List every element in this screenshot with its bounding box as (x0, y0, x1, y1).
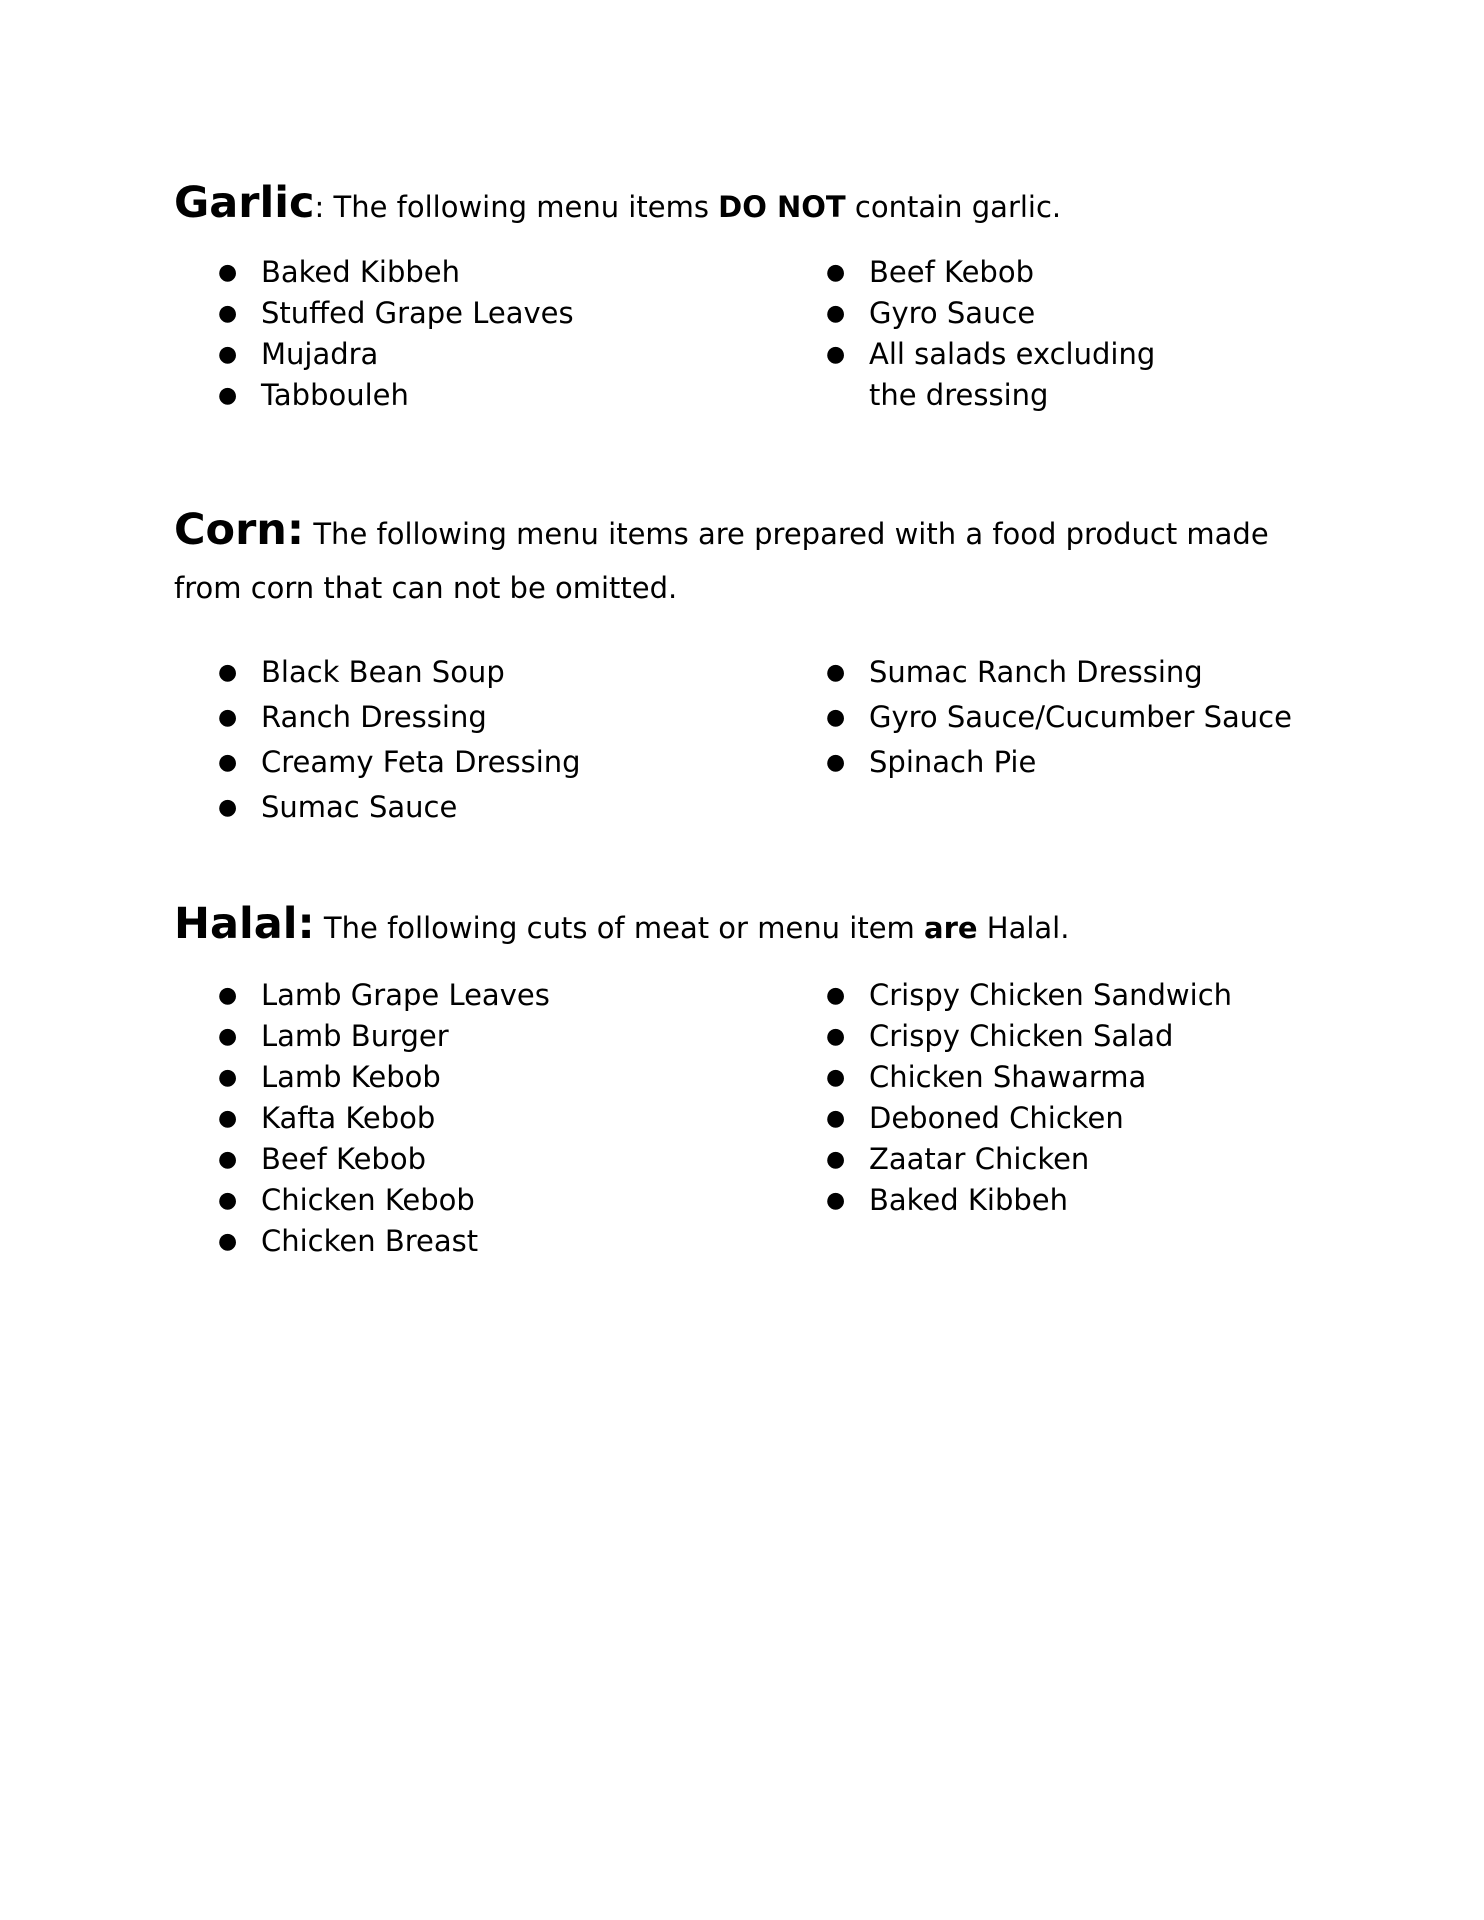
list-item (174, 1098, 734, 1139)
list-item-text: Baked Kibbeh (869, 1183, 1069, 1217)
list-item (782, 252, 1262, 293)
list-item (174, 650, 734, 695)
list-item-text: Chicken Shawarma (869, 1060, 1147, 1094)
list-item (174, 1016, 734, 1057)
bullet-icon: ● (218, 983, 238, 1008)
bullet-icon: ● (218, 1065, 238, 1090)
list-item (782, 975, 1382, 1016)
list-item-text: Lamb Burger (261, 1019, 449, 1053)
list-item-text: Zaatar Chicken (869, 1142, 1090, 1176)
list-item-text: Chicken Kebob (261, 1183, 475, 1217)
garlic-list-left (174, 252, 734, 416)
list-item-text: Chicken Breast (261, 1224, 479, 1258)
list-item (782, 650, 1382, 695)
list-item (174, 252, 734, 293)
halal-heading: Halal: (174, 899, 315, 949)
garlic-heading: Garlic (174, 178, 315, 228)
list-item (174, 975, 734, 1016)
bullet-icon: ● (826, 1188, 846, 1213)
list-item (174, 1221, 734, 1262)
list-item (782, 1098, 1382, 1139)
list-item-text: Kafta Kebob (261, 1101, 436, 1135)
list-item-text: Sumac Ranch Dressing (869, 655, 1203, 689)
list-item (174, 1139, 734, 1180)
corn-list-left (174, 650, 734, 830)
halal-intro-text: The following cuts of meat or menu item (314, 911, 925, 945)
list-item-text: Beef Kebob (261, 1142, 426, 1176)
list-item-text: Lamb Grape Leaves (261, 978, 550, 1012)
list-item-text: Sumac Sauce (261, 790, 458, 824)
list-item (174, 334, 734, 375)
list-item-text: Crispy Chicken Sandwich (869, 978, 1233, 1012)
list-item-text: Gyro Sauce (869, 296, 1036, 330)
garlic-intro-text: : The following menu items (314, 190, 719, 224)
bullet-icon: ● (218, 1147, 238, 1172)
garlic-intro (174, 176, 1324, 234)
garlic-list-right (782, 252, 1262, 416)
bullet-icon: ● (218, 1188, 238, 1213)
bullet-icon: ● (218, 260, 238, 285)
list-item-text: Crispy Chicken Salad (869, 1019, 1174, 1053)
bullet-icon: ● (826, 1106, 846, 1131)
list-item-text: Ranch Dressing (261, 700, 487, 734)
list-item-text: Spinach Pie (869, 745, 1037, 779)
list-item (782, 1139, 1382, 1180)
halal-intro-text-end: Halal. (977, 911, 1070, 945)
bullet-icon: ● (826, 750, 846, 775)
list-item-text: Gyro Sauce/Cucumber Sauce (869, 700, 1292, 734)
bullet-icon: ● (218, 1106, 238, 1131)
bullet-icon: ● (826, 705, 846, 730)
list-item-text: Stuffed Grape Leaves (261, 296, 574, 330)
list-item (174, 293, 734, 334)
halal-intro-emphasis: are (924, 911, 978, 945)
halal-list-left (174, 975, 734, 1262)
bullet-icon: ● (826, 301, 846, 326)
list-item-text: Deboned Chicken (869, 1101, 1124, 1135)
halal-intro (174, 897, 1324, 955)
garlic-intro-text-end: contain garlic. (845, 190, 1062, 224)
bullet-icon: ● (218, 705, 238, 730)
list-item (782, 293, 1262, 334)
bullet-icon: ● (826, 260, 846, 285)
list-item (174, 375, 734, 416)
list-item (174, 740, 734, 785)
bullet-icon: ● (826, 1147, 846, 1172)
bullet-icon: ● (218, 301, 238, 326)
corn-intro-text: The following menu items are prepared with a food product made from corn that can not be omitted. (174, 517, 1269, 605)
list-item-text: Creamy Feta Dressing (261, 745, 581, 779)
list-item (782, 1180, 1382, 1221)
bullet-icon: ● (218, 1024, 238, 1049)
bullet-icon: ● (218, 795, 238, 820)
bullet-icon: ● (826, 660, 846, 685)
bullet-icon: ● (218, 1229, 238, 1254)
garlic-intro-emphasis: DO NOT (718, 190, 846, 224)
bullet-icon: ● (218, 750, 238, 775)
list-item (782, 740, 1382, 785)
list-item-text: Lamb Kebob (261, 1060, 441, 1094)
list-item-text: All salads excluding the dressing (869, 337, 1156, 412)
list-item-text: Tabbouleh (261, 378, 409, 412)
corn-list-right (782, 650, 1382, 785)
list-item (782, 695, 1382, 740)
list-item (174, 1057, 734, 1098)
list-item (782, 1057, 1382, 1098)
corn-intro (174, 503, 1324, 615)
bullet-icon: ● (826, 983, 846, 1008)
bullet-icon: ● (826, 1065, 846, 1090)
list-item (782, 1016, 1382, 1057)
list-item (174, 785, 734, 830)
bullet-icon: ● (218, 342, 238, 367)
list-item (174, 695, 734, 740)
list-item-text: Mujadra (261, 337, 379, 371)
list-item (174, 1180, 734, 1221)
corn-heading: Corn: (174, 505, 305, 555)
bullet-icon: ● (218, 383, 238, 408)
list-item-text: Black Bean Soup (261, 655, 505, 689)
list-item-text: Baked Kibbeh (261, 255, 461, 289)
halal-list-right (782, 975, 1382, 1221)
bullet-icon: ● (826, 342, 846, 367)
list-item-text: Beef Kebob (869, 255, 1034, 289)
bullet-icon: ● (218, 660, 238, 685)
bullet-icon: ● (826, 1024, 846, 1049)
list-item (782, 334, 1209, 416)
